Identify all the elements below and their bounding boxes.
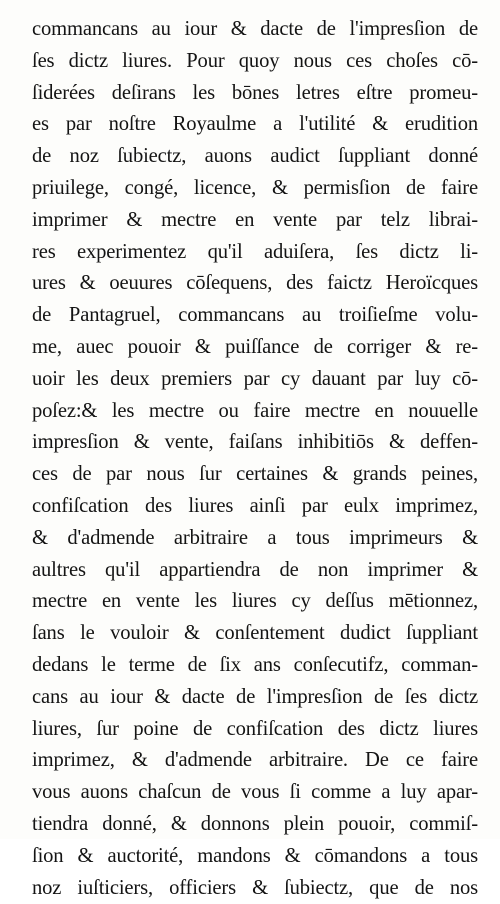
text-line: ſans le vouloir & conſentement dudict ſuppliant (32, 622, 478, 645)
text-line: tiendra donné, & donnons plein pouoir, commiſ- (32, 812, 478, 835)
text-line: commancans au iour & dacte de l'impresſion de (32, 18, 478, 40)
text-line: res experimentez qu'il aduiſera, ſes dictz li- (32, 240, 478, 263)
text-line: poſez:& les mectre ou faire mectre en nouuelle (32, 399, 478, 422)
text-line: es par noſtre Royaulme a l'utilité & erudition (32, 113, 478, 136)
text-line: liures, ſur poine de confiſcation des dictz liures (32, 717, 478, 740)
text-line: vous auons chaſcun de vous ſi comme a luy apar- (32, 781, 478, 804)
text-line: priuilege, congé, licence, & permisſion de faire (32, 176, 478, 199)
text-line: ſion & auctorité, mandons & cōmandons a tous (32, 844, 478, 867)
text-line: aultres qu'il appartiendra de non imprimer & (32, 558, 478, 581)
text-line: uoir les deux premiers par cy dauant par luy cō- (32, 367, 478, 390)
text-line: de Pantagruel, commancans au troiſieſme volu- (32, 304, 478, 327)
text-line: de noz ſubiectz, auons audict ſuppliant donné (32, 145, 478, 168)
text-line: & d'admende arbitraire a tous imprimeurs & (32, 526, 478, 549)
text-line: ures & oeuures cōſequens, des faictz Heroïcques (32, 272, 478, 295)
body-text (32, 14, 478, 904)
text-line: cans au iour & dacte de l'impresſion de ſes dictz (32, 685, 478, 708)
text-line: mectre en vente les liures cy deſſus mētionnez, (32, 590, 478, 613)
text-line: confiſcation des liures ainſi par eulx imprimez, (32, 494, 478, 517)
text-line: ces de par nous ſur certaines & grands peines, (32, 463, 478, 486)
text-line: me, auec pouoir & puiſſance de corriger & re- (32, 335, 478, 358)
text-line: dedans le terme de ſix ans conſecutifz, comman- (32, 653, 478, 676)
text-line: impresſion & vente, faiſans inhibitiōs & deffen- (32, 431, 478, 454)
text-line: imprimez, & d'admende arbitraire. De ce faire (32, 749, 478, 772)
text-line: ſes dictz liures. Pour quoy nous ces choſes cō- (32, 49, 478, 72)
text-line: imprimer & mectre en vente par telz librai- (32, 208, 478, 231)
text-line: ſiderées deſirans les bōnes letres eſtre promeu- (32, 81, 478, 104)
text-line: noz iuſticiers, officiers & ſubiectz, que de nos (32, 876, 478, 899)
